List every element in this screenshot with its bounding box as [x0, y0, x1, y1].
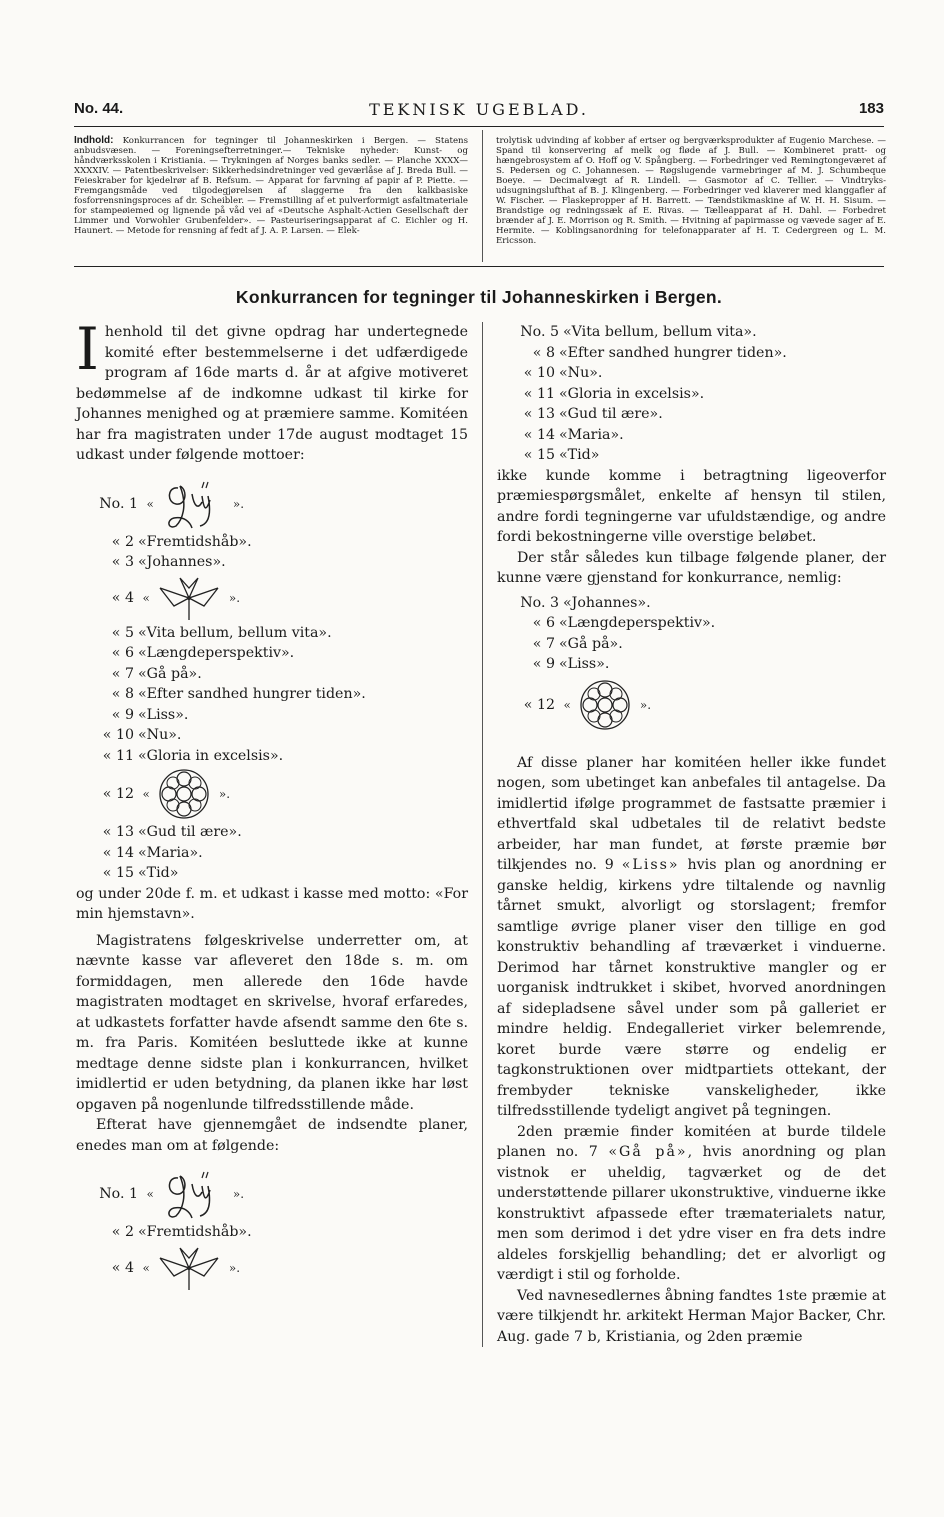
left-column	[76, 315, 468, 1293]
list-item: « 15 «Tid»	[102, 865, 179, 881]
list-item: « 2 «Fremtidshåb».	[111, 1224, 252, 1240]
list-item: « 7 «Gå på».	[532, 635, 623, 652]
list-item: « 12 « ».	[497, 675, 886, 735]
list-item: « 14 «Maria».	[523, 426, 624, 443]
list-item: « 13 «Gud til ære».	[523, 406, 663, 422]
motto-ga-pa: «Gå på»	[608, 1144, 688, 1160]
star-emblem-icon	[154, 574, 224, 622]
contents-left	[74, 136, 468, 236]
intro-text: henhold til det givne opdrag har undertegnede komité efter bestemmelserne i det udfærdigede program af 16de marts d. år at afgive motiveret bedømmelse af de indkomne udkast til kirke for Johannes menighed og at præmiere samme. Komitéen har fra magistraten under 17de august modtaget 15 udkast under følgende mottoer:	[76, 324, 468, 463]
list-item: « 11 «Gloria in excelsis».	[102, 747, 284, 764]
motto-liss: «Liss»	[621, 857, 680, 873]
der-paragraph: Der står således kun tilbage følgende planer, der kunne være gjenstand for konkurrance, nemlig:	[497, 549, 886, 586]
monogram-icon	[158, 476, 228, 532]
journal-title: TEKNISK UGEBLAD.	[369, 100, 589, 119]
drop-cap: I	[76, 315, 99, 383]
header-rule	[74, 126, 884, 127]
list-item: « 12 « ».	[76, 766, 468, 822]
list-item: « 3 «Johannes».	[111, 554, 226, 570]
contents-label: Indhold:	[74, 135, 114, 146]
star-emblem-icon	[154, 1244, 224, 1292]
magistrat-paragraph: Magistratens følgeskrivelse underretter om, at nævnte kasse var afleveret den 18de s. m. om formiddagen, men allerede den 16de havde magistraten modtaget en skrivelse, hvoraf erfaredes, at udkastets forfatter havde afsendt samme den 6te s. m. fra Paris. Komitéen besluttede ikke at kunne medtage denne sidste plan i konkurrancen, hvilket imidlertid er uden betydning, da planen ikke har løst opgaven på nogenlunde tilfredsstillende måde.	[76, 932, 468, 1113]
list-item: « 10 «Nu».	[102, 727, 182, 743]
contents-left-text: Konkurrancen for tegninger til Johanneskirken i Bergen. — Statens anbudsvæsen. — Foreningsefterretninger.— Tekniske nyheder: Kunst- og håndværksskolen i Kristiania. — Trykningen af Norges banks sedler. — Planche XXXX—XXXXIV. — Patentbeskrivelser: Sikkerhedsindretninger ved geværlåse af J. Breda Bull. — Feieskraber for kjedelrør af B. Refsum. — Apparat for farvning af papir af P. Piette. — Fremgangsmåde ved tilgodegjørelsen af slaggerne fra den kalkbasiske fosforrensningsproces af dr. Scheibler. — Fremstilling af et pulverformigt asfaltmateriale for stampeøiemed og lignende på våd vei af «Deutsche Asphalt-Actien Gesellschaft der Limmer und Vorwohler Grubenfelder». — Pasteuriseringsapparat af C. Eichler og H. Haunert. — Metode for rensning af fedt af J. A. P. Larsen. — Elek-	[74, 136, 468, 236]
ikke-paragraph: ikke kunde komme i betragtning ligeoverfor præmiespørgsmålet, enkelte af hensyn til stilen, andre fordi tegningerne var ufuldstændige, og andre fordi bekostningerne ville overstige beløbet.	[497, 467, 886, 545]
list-item: « 4 « ».	[76, 573, 468, 623]
efterat-paragraph: Efterat have gjennemgået de indsendte planer, enedes man om at følgende:	[76, 1117, 468, 1154]
column-divider	[482, 322, 483, 1347]
contents-rule	[74, 266, 884, 267]
monogram-icon	[158, 1166, 228, 1222]
list-item: « 15 «Tid»	[523, 447, 600, 463]
motto-list-2-continued	[497, 322, 886, 466]
contents-divider	[482, 130, 483, 262]
motto-list-1	[76, 476, 468, 884]
list-item: No. 1 « ».	[76, 1166, 468, 1222]
after-list-paragraph: og under 20de f. m. et udkast i kasse med motto: «For min hjemstavn».	[76, 885, 468, 922]
list-item: « 9 «Liss».	[532, 656, 610, 672]
list-item: « 9 «Liss».	[111, 706, 189, 723]
circles-emblem-icon	[154, 768, 214, 820]
ved-paragraph: Ved navnesedlernes åbning fandtes 1ste præmie at være tilkjendt hr. arkitekt Herman Major Backer, Chr. Aug. gade 7 b, Kristiania, og 2den præmie	[497, 1287, 886, 1345]
list-item: « 11 «Gloria in excelsis».	[523, 385, 705, 402]
second-prize-paragraph: 2den præmie finder komitéen at burde tildele planen no. 7 «Gå på», hvis anordning og plan vistnok er uheldig, tagværket og de det understøttende pillarer ukonstruktive, vinduerne ikke konstruktivt afpassede efter træmaterialets natur, men som derimod i det ydre viser en fra dets indre aldeles forskjellig behandling; det er alvorligt og værdigt i stil og forholde.	[497, 1123, 887, 1283]
page-number: 183	[858, 100, 884, 117]
list-item: « 13 «Gud til ære».	[102, 824, 242, 840]
contents-right	[496, 136, 886, 246]
intro-paragraph	[76, 315, 468, 466]
circles-emblem-icon	[575, 679, 635, 731]
list-item: « 7 «Gå på».	[111, 665, 202, 682]
list-item: « 5 «Vita bellum, bellum vita».	[111, 624, 332, 641]
list-item: « 2 «Fremtidshåb».	[111, 533, 252, 550]
right-column	[497, 322, 886, 1347]
list-item: « 6 «Længdeperspektiv».	[532, 615, 716, 631]
article-title: Konkurrancen for tegninger til Johanneskirken i Bergen.	[235, 287, 723, 307]
af-disse-paragraph: Af disse planer har komitéen heller ikke fundet nogen, som ubetinget kan anbefales til antagelse. Da imidlertid ifølge programmet de fastsatte præmier i ethvertfald skal udbetales til de relativt bedste arbeider, har man fundet, at første præmie bør tilkjendes no. 9 «Liss» hvis plan og anordning er ganske heldig, kirkens ydre tiltalende og navnlig tårnet smukt, alvorligt og storslagent; fremfor samtlige øvrige planer viser den tillige en god konstruktiv behandling af træværket i vinduerne. Derimod har tårnet konstruktive mangler og er uorganisk indtrukket i skibet, hvorved anordningen af sidepladsene såvel under som på galleriet er mindre heldig. Endegalleriet virker belemrende, koret burde være større og endelig er tagkonstruktionen over midtpartiets ottekant, der frembyder tekniske vanskeligheder, ikke tilfredsstillende tydeligt angivet på tegningen.	[497, 754, 887, 1119]
list-item: « 8 «Efter sandhed hungrer tiden».	[532, 344, 787, 361]
list-item: « 8 «Efter sandhed hungrer tiden».	[111, 686, 366, 702]
list-item: « 4 « ».	[76, 1243, 468, 1293]
list-item: No. 1 « ».	[76, 476, 468, 532]
issue-number: No. 44.	[74, 100, 124, 117]
list-item: No. 5 «Vita bellum, bellum vita».	[520, 324, 757, 340]
contents-right-text: trolytisk udvinding af kobber af ertser og bergværksprodukter af Eugenio Marchese. — Spand til konservering af melk og fløde af J. Bull. — Kombineret pratt- og hængebrosystem af O. Hoff og V. Spångberg. — Forbedringer ved Remingtongeværet af S. Pedersen og C. Johannesen. — Røgslugende varmebringer af M. J. Schumbeque Boeye. — Decimalvægt af R. Lindell. — Gasmotor af C. Tellier. — Vindtryks-udsugningslufthat af B. J. Klingenberg. — Forbedringer ved klaverer med klanggafler af W. Fischer. — Flaskepropper af H. Barrett. — Tændstikmaskine af W. H. H. Sisum. — Brandstige og redningssæk af E. Rivas. — Tælleapparat af H. Dahl. — Forbedret brænder af J. E. Morrison og R. Smith. — Hvitning af papirmasse og vævede sager af E. Hermite. — Koblingsanordning for telefonapparater af H. T. Cedergreen og L. M. Ericsson.	[496, 136, 886, 246]
list-item: « 6 «Længdeperspektiv».	[111, 645, 295, 661]
motto-list-2	[76, 1166, 468, 1293]
list-item: « 10 «Nu».	[523, 365, 603, 381]
motto-list-3	[497, 593, 886, 735]
list-item: « 14 «Maria».	[102, 844, 203, 861]
list-item: No. 3 «Johannes».	[520, 594, 651, 611]
